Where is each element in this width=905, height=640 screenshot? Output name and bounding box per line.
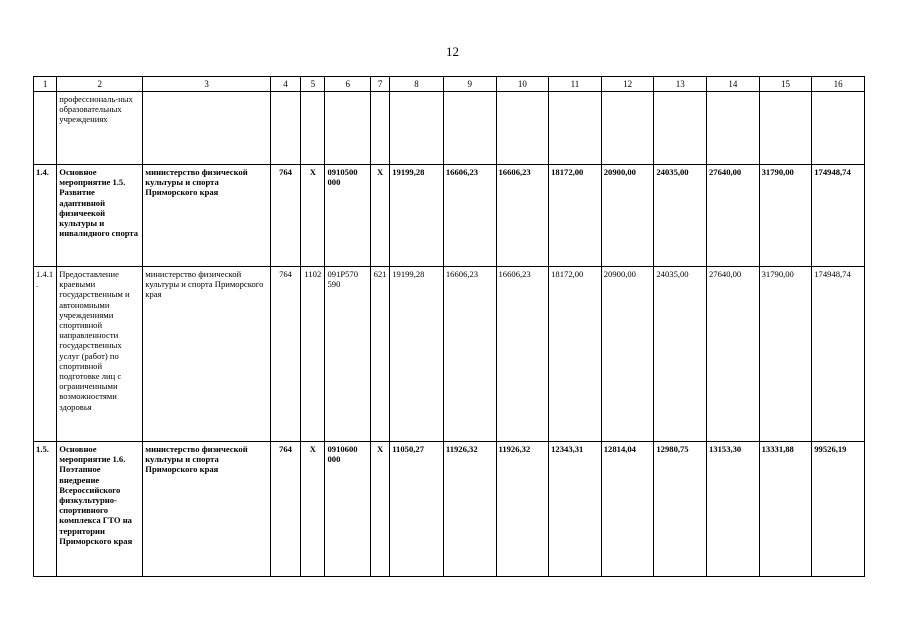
- table-cell: 12980,75: [654, 442, 707, 577]
- table-row: [34, 165, 865, 267]
- table-cell: [812, 92, 865, 165]
- table-row: [34, 267, 865, 442]
- table-cell: министерство физической культуры и спорта Приморского края: [143, 165, 271, 267]
- column-header: 14: [707, 77, 760, 92]
- table-cell: Х: [371, 442, 390, 577]
- table-cell: 11926,32: [496, 442, 549, 577]
- table-cell: [443, 92, 496, 165]
- table-cell: 31790,00: [759, 165, 812, 267]
- table-cell: Х: [301, 165, 325, 267]
- column-header: 15: [759, 77, 812, 92]
- column-header: 8: [390, 77, 444, 92]
- column-header: 5: [301, 77, 325, 92]
- table-cell: 174948,74: [812, 267, 865, 442]
- table-cell: [601, 92, 654, 165]
- table-cell: министерство физической культуры и спорта Приморского края: [143, 267, 271, 442]
- table-cell: [707, 92, 760, 165]
- table-cell: 16606,23: [496, 165, 549, 267]
- table-cell: Х: [371, 165, 390, 267]
- table-cell: 16606,23: [443, 267, 496, 442]
- table-cell: [270, 92, 300, 165]
- table-cell: Х: [301, 442, 325, 577]
- table-cell: 1.5.: [34, 442, 57, 577]
- table-cell: 621: [371, 267, 390, 442]
- table-cell: 27640,00: [707, 267, 760, 442]
- table-cell: [759, 92, 812, 165]
- column-header: 10: [496, 77, 549, 92]
- table-cell: 12814,04: [601, 442, 654, 577]
- table-cell: 31790,00: [759, 267, 812, 442]
- column-header: 13: [654, 77, 707, 92]
- table-cell: 1.4.: [34, 165, 57, 267]
- table-cell: Основное мероприятие 1.6. Поэтапное внедрение Всероссийского физкультурно-спортивного комплекса ГТО на территории Приморского края: [57, 442, 143, 577]
- table-cell: [371, 92, 390, 165]
- table-cell: 13331,88: [759, 442, 812, 577]
- table-row: [34, 442, 865, 577]
- table-cell: 16606,23: [443, 165, 496, 267]
- column-header: 9: [443, 77, 496, 92]
- column-header: 3: [143, 77, 271, 92]
- table-cell: 1102: [301, 267, 325, 442]
- table-cell: 18172,00: [549, 165, 602, 267]
- column-header: 6: [325, 77, 371, 92]
- table-cell: Основное мероприятие 1.5. Развитие адаптивной физичеекой культуры и инвалидного спорта: [57, 165, 143, 267]
- table-cell: 13153,30: [707, 442, 760, 577]
- table-cell: 11050,27: [390, 442, 444, 577]
- table-cell: [301, 92, 325, 165]
- table-cell: 20900,00: [601, 165, 654, 267]
- table-cell: 19199,28: [390, 267, 444, 442]
- table-cell: 24035,00: [654, 267, 707, 442]
- table-cell: 20900,00: [601, 267, 654, 442]
- table-cell: 764: [270, 165, 300, 267]
- table-cell: 764: [270, 442, 300, 577]
- table-cell: 24035,00: [654, 165, 707, 267]
- table-cell: [325, 92, 371, 165]
- table-cell: [390, 92, 444, 165]
- column-header: 4: [270, 77, 300, 92]
- column-header: 2: [57, 77, 143, 92]
- table-cell: Предоставление краевыми государственным и автономными учреждениями спортивной направленности государственных услуг (работ) по спортивной подготовке лиц с ограниченными возможностями здоровья: [57, 267, 143, 442]
- table-cell: 091Р570 590: [325, 267, 371, 442]
- column-header: 11: [549, 77, 602, 92]
- table-cell: 16606,23: [496, 267, 549, 442]
- table-cell: 1.4.1 .: [34, 267, 57, 442]
- table-cell: 764: [270, 267, 300, 442]
- column-header: 12: [601, 77, 654, 92]
- table-cell: 19199,28: [390, 165, 444, 267]
- table-cell: 27640,00: [707, 165, 760, 267]
- column-header: 16: [812, 77, 865, 92]
- table-cell: [654, 92, 707, 165]
- table-cell: [549, 92, 602, 165]
- table-cell: 174948,74: [812, 165, 865, 267]
- table-cell: министерство физической культуры и спорта Приморского края: [143, 442, 271, 577]
- table-cell: 12343,31: [549, 442, 602, 577]
- table-cell: 0910600 000: [325, 442, 371, 577]
- page-number: 12: [446, 44, 459, 59]
- table-cell: [143, 92, 271, 165]
- table-cell: 11926,32: [443, 442, 496, 577]
- table-cell: 99526,19: [812, 442, 865, 577]
- table-cell: профессиональ-ных образовательных учреждениях: [57, 92, 143, 165]
- table-cell: [496, 92, 549, 165]
- table-cell: 18172,00: [549, 267, 602, 442]
- table-header-row: [34, 77, 865, 92]
- table-cell: [34, 92, 57, 165]
- column-header: 7: [371, 77, 390, 92]
- column-header: 1: [34, 77, 57, 92]
- budget-table: [33, 76, 865, 577]
- table-row: [34, 92, 865, 165]
- table-cell: 0910500 000: [325, 165, 371, 267]
